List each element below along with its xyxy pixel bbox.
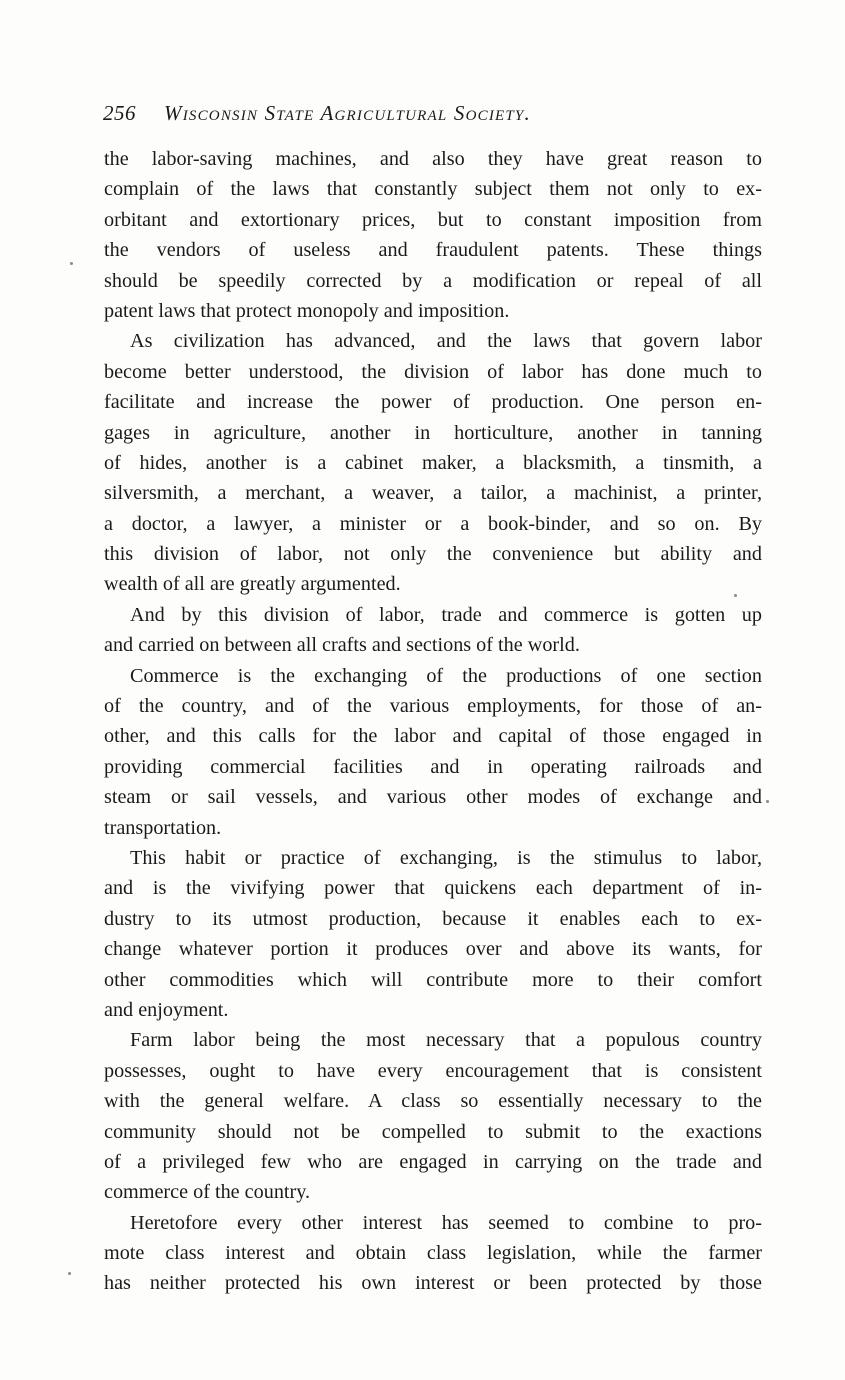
running-title: Wisconsin State Agricultural Society. bbox=[164, 101, 531, 125]
paragraph-2 bbox=[104, 326, 762, 600]
text-line: complain of the laws that constantly subject them not only to ex- bbox=[104, 178, 762, 201]
text-line: orbitant and extortionary prices, but to constant imposition from bbox=[104, 208, 762, 231]
text-line: a doctor, a lawyer, a minister or a book-binder, and so on. By bbox=[104, 512, 762, 535]
paragraph-5 bbox=[104, 843, 762, 1025]
text-line: Heretofore every other interest has seemed to combine to pro- bbox=[130, 1211, 762, 1234]
text-line: providing commercial facilities and in operating railroads and bbox=[104, 755, 762, 778]
text-line: Farm labor being the most necessary that a populous country bbox=[130, 1029, 762, 1052]
paper-speck bbox=[70, 262, 73, 265]
paragraph-6 bbox=[104, 1025, 762, 1207]
text-line: possesses, ought to have every encouragement that is consistent bbox=[104, 1059, 762, 1082]
text-line: transportation. bbox=[104, 816, 222, 839]
text-line: other, and this calls for the labor and capital of those engaged in bbox=[104, 725, 762, 748]
text-line: become better understood, the division of labor has done much to bbox=[104, 360, 762, 383]
paper-speck bbox=[766, 800, 769, 803]
paragraph-4 bbox=[104, 661, 762, 843]
text-line: the labor-saving machines, and also they have great reason to bbox=[104, 148, 762, 170]
text-line: gages in agriculture, another in horticulture, another in tanning bbox=[104, 421, 762, 444]
text-line: Commerce is the exchanging of the productions of one section bbox=[130, 664, 762, 687]
text-line: has neither protected his own interest or been protected by those bbox=[104, 1272, 762, 1295]
text-line: community should not be compelled to submit to the exactions bbox=[104, 1120, 762, 1143]
text-line: this division of labor, not only the convenience but ability and bbox=[104, 543, 762, 566]
text-line: of hides, another is a cabinet maker, a blacksmith, a tinsmith, a bbox=[104, 451, 762, 474]
text-line: of the country, and of the various employments, for those of an- bbox=[104, 695, 762, 718]
text-line: steam or sail vessels, and various other modes of exchange and bbox=[104, 786, 762, 809]
text-line: facilitate and increase the power of production. One person en- bbox=[104, 391, 762, 414]
paper-speck bbox=[68, 1272, 71, 1275]
text-line: And by this division of labor, trade and commerce is gotten up bbox=[130, 603, 762, 626]
text-line: wealth of all are greatly argumented. bbox=[104, 573, 401, 596]
text-line: other commodities which will contribute more to their comfort bbox=[104, 968, 762, 991]
paragraph-1 bbox=[104, 144, 762, 326]
text-line: silversmith, a merchant, a weaver, a tailor, a machinist, a printer, bbox=[104, 482, 762, 505]
text-line: the vendors of useless and fraudulent patents. These things bbox=[104, 239, 762, 262]
paper-speck bbox=[734, 594, 737, 597]
text-line: mote class interest and obtain class legislation, while the farmer bbox=[104, 1242, 762, 1265]
text-line: and carried on between all crafts and sections of the world. bbox=[104, 634, 580, 657]
paragraph-7 bbox=[104, 1208, 762, 1299]
text-line: This habit or practice of exchanging, is the stimulus to labor, bbox=[130, 846, 762, 869]
text-line: patent laws that protect monopoly and imposition. bbox=[104, 299, 510, 322]
text-line: and is the vivifying power that quickens each department of in- bbox=[104, 877, 762, 900]
text-line: As civilization has advanced, and the laws that govern labor bbox=[130, 330, 762, 353]
text-line: and enjoyment. bbox=[104, 998, 229, 1021]
page-number: 256 bbox=[103, 101, 136, 125]
body-text bbox=[104, 144, 762, 1299]
text-line: with the general welfare. A class so essentially necessary to the bbox=[104, 1090, 762, 1113]
text-line: change whatever portion it produces over and above its wants, for bbox=[104, 938, 762, 961]
text-line: of a privileged few who are engaged in carrying on the trade and bbox=[104, 1150, 762, 1173]
text-line: should be speedily corrected by a modification or repeal of all bbox=[104, 269, 762, 292]
running-head bbox=[103, 96, 703, 130]
text-line: commerce of the country. bbox=[104, 1181, 311, 1204]
text-line: dustry to its utmost production, because it enables each to ex- bbox=[104, 907, 762, 930]
paragraph-3 bbox=[104, 600, 762, 661]
